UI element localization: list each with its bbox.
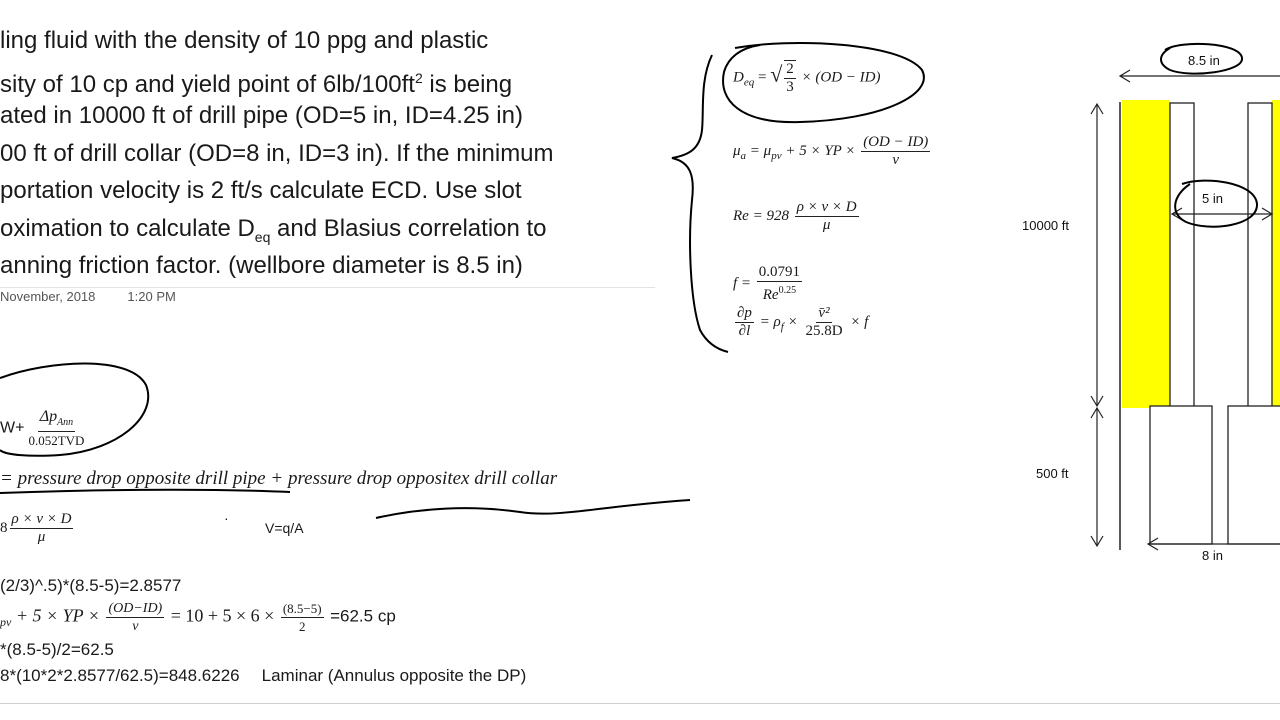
dp-den2: 25.8D [805,323,843,339]
ecd-prefix: W+ [0,419,25,437]
calc-line-2-den: v [132,619,139,634]
drill-pipe-right-wall [1248,103,1272,407]
re-den: μ [822,217,831,233]
dp-mid: = ρ [759,313,781,330]
re-partial-num: ρ × v × D [11,511,72,527]
f-den-exp: 0.25 [778,285,797,296]
problem-line-2-tail: is being [422,70,513,98]
drill-collar-left [1150,406,1212,544]
wellbore-diameter-label: 8.5 in [1188,53,1220,68]
calc-line-3: *(8.5-5)/2=62.5 [0,640,114,659]
depth-dp-label: 10000 ft [1022,218,1069,233]
mua-sub: a [740,149,747,162]
note-time: 1:20 PM [127,289,176,304]
stray-dot: · [224,510,229,526]
calc-line-2-num2: (8.5−5) [282,601,322,616]
mua-lhs: μ [733,142,741,159]
ecd-num: Δp [39,408,58,425]
calc-line-2-result: =62.5 cp [330,606,396,626]
problem-line-5: portation velocity is 2 ft/s calculate ECD. Use slot [0,177,522,204]
calc-line-4-text: 8*(10*2*2.8577/62.5)=848.6226 [0,666,240,685]
calc-line-4-note: Laminar (Annulus opposite the DP) [261,666,527,685]
deq-den: 3 [786,79,794,95]
mua-num: (OD − ID) [863,134,929,150]
drill-pipe-left-wall [1170,103,1194,407]
superscript-2: 2 [414,69,423,86]
re-lhs: Re = 928 [733,207,789,224]
calc-line-2-eq: = 10 + 5 × 6 × [170,605,275,626]
mua-den: v [892,152,900,168]
problem-line-4: 00 ft of drill collar (OD=8 in, ID=3 in). If the minimum [0,139,554,167]
annulus-fill-left [1122,100,1170,408]
f-lhs: f = [733,275,752,292]
problem-line-2-text: sity of 10 cp and yield point of 6lb/100ft [0,70,415,98]
calc-line-2-den2: 2 [298,619,306,634]
deq-rest: × (OD − ID) [801,69,881,86]
note-date: November, 2018 [0,289,96,304]
dp-num2: v̄² [818,305,830,321]
sqrt-symbol: √ [770,61,783,87]
deq-eq: = [757,69,767,86]
deq-num: 2 [786,61,794,77]
pressure-drop-line: = pressure drop opposite drill pipe + pressure drop oppositex drill collar [0,468,558,489]
depth-dc-label: 500 ft [1036,466,1069,481]
calc-line-2-num: (OD−ID) [108,601,163,616]
re-num: ρ × v × D [796,199,857,215]
drill-collar-right [1228,406,1280,544]
deq-lhs: D [733,69,744,86]
pipe-od-label: 5 in [1202,191,1223,206]
dp-times: × [787,313,798,330]
f-num: 0.0791 [758,264,801,280]
problem-line-3: ated in 10000 ft of drill pipe (OD=5 in, ID=4.25 in) [0,102,523,129]
problem-line-7: anning friction factor. (wellbore diameter is 8.5 in) [0,252,523,279]
problem-line-1: ling fluid with the density of 10 ppg and plastic [0,27,489,54]
collar-width-label: 8 in [1202,548,1223,563]
subscript-eq: eq [254,228,271,245]
calc-line-2-mid: + 5 × YP × [15,605,100,626]
calc-line-1: (2/3)^.5)*(8.5-5)=2.8577 [0,576,182,595]
problem-line-6-tail: and Blasius correlation to [270,214,547,242]
dp-sub: f [780,320,784,333]
ecd-num-sub: Ann [57,417,74,429]
ecd-den: 0.052TVD [28,433,85,449]
re-partial-prefix: 8 [0,519,8,536]
dp-den: ∂l [738,323,751,339]
mua-sub2: pv [771,149,782,162]
velocity-note: V=q/A [265,520,304,536]
annulus-fill-right [1272,100,1280,408]
mua-rest: + 5 × YP × [785,142,856,159]
calc-line-2-prefix: pv [0,615,12,630]
f-den-base: Re [762,287,779,303]
dp-rest: × f [850,313,869,330]
deq-sub: eq [743,76,755,89]
re-partial-den: μ [37,529,46,545]
dp-num: ∂p [737,305,752,321]
problem-line-6-text: oximation to calculate D [0,214,255,242]
mua-mid: = μ [749,142,772,159]
